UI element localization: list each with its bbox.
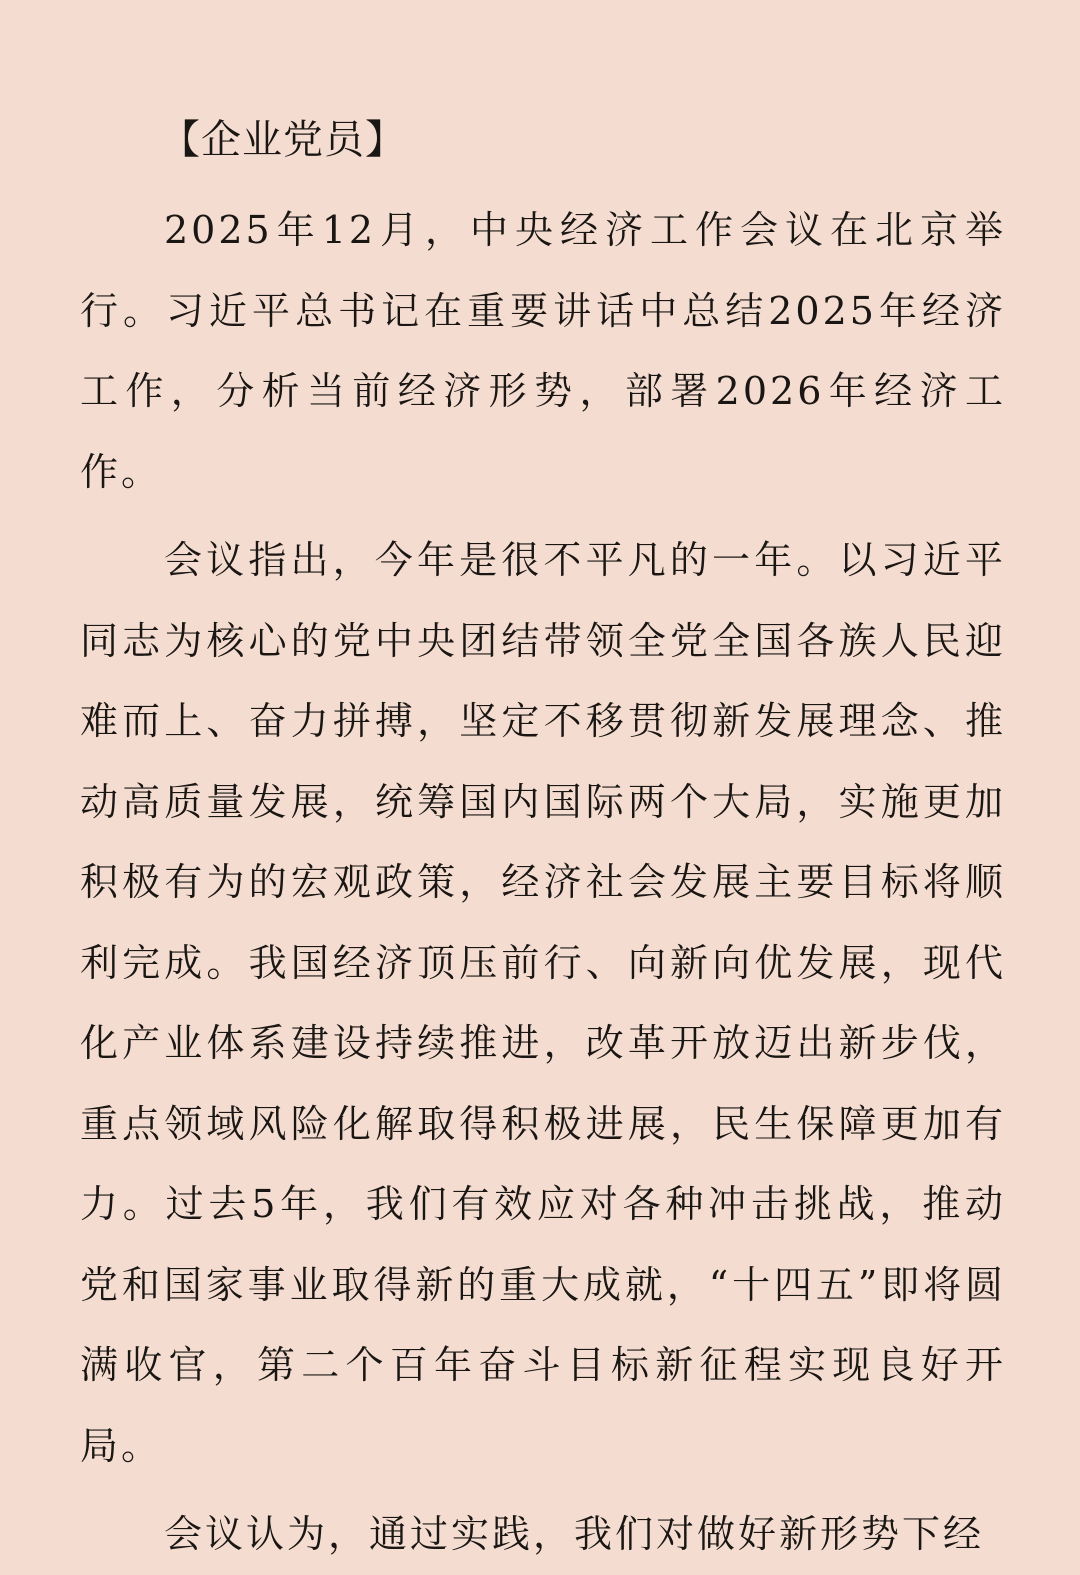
paragraph-meeting-noted: 会议指出，今年是很不平凡的一年。以习近平同志为核心的党中央团结带领全党全国各族人民迎难而上、奋力拼搏，坚定不移贯彻新发展理念、推动高质量发展，统筹国内国际两个大局，实施更加积极有为的宏观政策，经济社会发展主要目标将顺利完成。我国经济顶压前行、向新向优发展，现代化产业体系建设持续推进，改革开放迈出新步伐，重点领域风险化解取得积极进展，民生保障更加有力。过去5年，我们有效应对各种冲击挑战，推动党和国家事业取得新的重大成就，“十四五”即将圆满收官，第二个百年奋斗目标新征程实现良好开局。 bbox=[80, 538, 1006, 1468]
section-heading: 【企业党员】 bbox=[160, 117, 406, 163]
paragraph-meeting-believes: 会议认为，通过实践，我们对做好新形势下经 bbox=[164, 1512, 985, 1556]
paragraph-intro: 2025年12月，中央经济工作会议在北京举行。习近平总书记在重要讲话中总结2025年经济工作，分析当前经济形势，部署2026年经济工作。 bbox=[80, 208, 1006, 494]
